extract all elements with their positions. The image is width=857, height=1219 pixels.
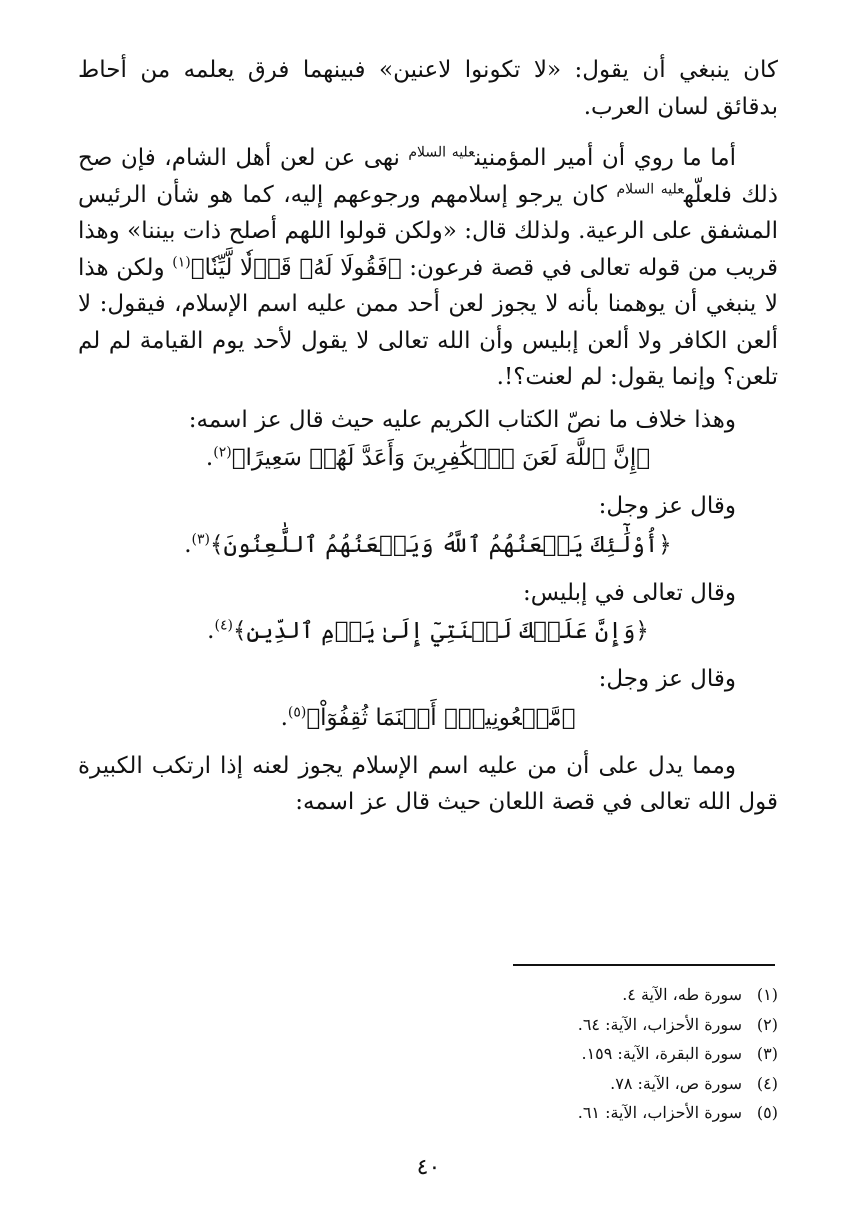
paragraph-2 — [78, 140, 778, 396]
footnote-number: (٣) — [756, 1044, 778, 1063]
paragraph-2-text-c: كان يرجو إسلامهم ورجوعهم إليه، كما هو شأن الرئيس المشفق على الرعية. ولذلك قال: «ولكن قولوا اللهم أصلح ذات بيننا» وهذا قريب من قوله تعالى في قصة فرعون: — [78, 181, 778, 281]
paragraph-7-text: ومما يدل على أن من عليه اسم الإسلام يجوز لعنه إذا ارتكب الكبيرة قول الله تعالى في قصة اللعان حيث قال عز اسمه: — [78, 752, 778, 815]
footnote-number: (٤) — [756, 1073, 778, 1093]
footnote-text: سورة الأحزاب، الآية: ٦١. — [577, 1103, 742, 1122]
footnote-number: (١) — [756, 985, 778, 1004]
footnote-divider — [513, 964, 775, 966]
paragraph-3-text: وهذا خلاف ما نصّ الكتاب الكريم عليه حيث قال عز اسمه: — [188, 406, 736, 433]
quran-verse-inline: ﴿فَقُولَا لَهُۥ قَوۡلٗا لَّيِّنٗا﴾ — [190, 254, 402, 281]
footnote-item — [300, 1010, 778, 1040]
footnote-text: سورة الأحزاب، الآية: ٦٤. — [577, 1014, 742, 1034]
quran-verse-4: ﴿مَّلۡعُونِينَۖ أَيۡنَمَا ثُقِفُوٓاْ﴾$^{(٥)}$. — [280, 703, 576, 731]
footnote-text: سورة طه، الآية ٤. — [622, 985, 742, 1004]
footnote-ref-4[interactable]: (٤) — [214, 617, 233, 634]
footnote-ref-3[interactable]: (٣) — [191, 530, 210, 547]
quran-verse-1-text: ﴿إِنَّ ٱللَّهَ لَعَنَ ٱلۡكَٰفِرِينَ وَأَعَدَّ لَهُمۡ سَعِيرًا﴾ — [231, 445, 651, 471]
paragraph-6 — [78, 661, 778, 698]
paragraph-2-text-d: ولكن هذا لا ينبغي أن يوهمنا بأنه لا يجوز لعن أحد ممن عليه اسم الإسلام، فيقول: لا ألعن الكافر ولا ألعن إبليس وأن الله تعالى لا يقول لأحد يوم القيامة لم لم تلعن؟ وإنما يقول: لم لعنت؟!. — [78, 254, 778, 390]
footnote-number: (٢) — [756, 1014, 778, 1034]
page-number: ٤٠ — [416, 1155, 441, 1180]
footnotes-list — [300, 980, 778, 1128]
paragraph-2-text-a: أما ما روي أن أمير المؤمنين — [474, 145, 736, 171]
paragraph-1 — [78, 52, 778, 125]
footnote-text: سورة البقرة، الآية: ١٥٩. — [581, 1044, 742, 1063]
footnote-item — [300, 980, 778, 1010]
paragraph-5 — [78, 575, 778, 612]
quran-verse-3-text: ﴿وَإِنَّ عَلَيۡكَ لَعۡنَتِيٓ إِلَىٰ يَوۡمِ ٱلدِّينِ﴾ — [232, 618, 649, 644]
paragraph-6-text: وقال عز وجل: — [598, 666, 736, 692]
quran-verse-4-text: ﴿مَّلۡعُونِينَۖ أَيۡنَمَا ثُقِفُوٓاْ﴾ — [306, 704, 576, 731]
page-body — [78, 52, 778, 821]
footnote-number: (٥) — [756, 1103, 778, 1122]
footnote-ref-5[interactable]: (٥) — [287, 703, 307, 720]
footnote-ref-1[interactable]: (١) — [172, 253, 191, 270]
footnote-item — [300, 1098, 778, 1128]
honorific-mark: عليه السلام — [408, 144, 475, 161]
honorific-mark: عليه السلام — [616, 180, 684, 197]
paragraph-4 — [78, 488, 778, 525]
quran-verse-2: ﴿أُوْلَٰٓئِكَ يَلۡعَنُهُمُ ٱللَّهُ وَيَلۡعَنُهُمُ ٱللَّٰعِنُونَ﴾$^{(٣)}$. — [184, 530, 672, 558]
quran-verse-3: ﴿وَإِنَّ عَلَيۡكَ لَعۡنَتِيٓ إِلَىٰ يَوۡمِ ٱلدِّينِ﴾$^{(٤)}$. — [207, 617, 649, 644]
paragraph-2-text-b: نهى عن لعن أهل الشام، فإن صح ذلك فلعلّه — [78, 145, 778, 208]
paragraph-7 — [78, 748, 778, 821]
quran-verse-1: ﴿إِنَّ ٱللَّهَ لَعَنَ ٱلۡكَٰفِرِينَ وَأَعَدَّ لَهُمۡ سَعِيرًا﴾$^{(٢)}$. — [205, 444, 651, 471]
footnote-item — [300, 1069, 778, 1099]
footnote-text: سورة ص، الآية: ٧٨. — [610, 1073, 742, 1093]
footnote-ref-2[interactable]: (٢) — [213, 444, 232, 461]
paragraph-5-text: وقال تعالى في إبليس: — [522, 579, 736, 606]
paragraph-4-text: وقال عز وجل: — [598, 493, 736, 519]
quran-verse-2-text: ﴿أُوْلَٰٓئِكَ يَلۡعَنُهُمُ ٱللَّهُ وَيَلۡعَنُهُمُ ٱللَّٰعِنُونَ﴾ — [209, 531, 672, 558]
footnote-item — [300, 1039, 778, 1069]
paragraph-1-text: كان ينبغي أن يقول: «لا تكونوا لاعنين» فبينهما فرق يعلمه من أحاط بدقائق لسان العرب. — [78, 57, 778, 120]
paragraph-3 — [78, 402, 778, 439]
